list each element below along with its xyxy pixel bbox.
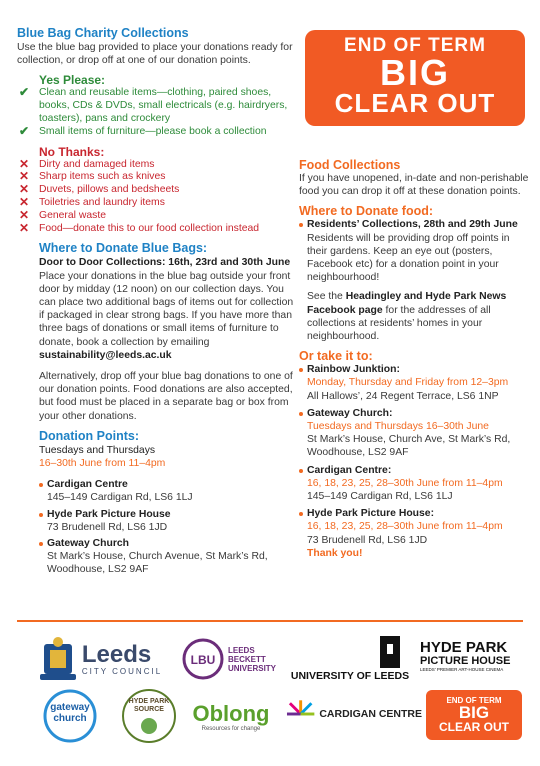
yes-item: ✔ Small items of furniture—please book a collection [19,123,267,138]
lbu-badge-icon [182,638,224,680]
cross-icon: ✕ [19,207,30,222]
charity-intro: Use the blue bag provided to place your donations ready for collection, or drop off at one of our donation points. [17,42,293,67]
yes-title: Yes Please: [39,73,106,88]
take-title: Or take it to: [299,349,373,364]
point-item: Gateway Church St Mark’s House, Church Avenue, St Mark’s Rd, Woodhouse, LS2 9AF [39,537,299,577]
points-dates: 16–30th June from 11–4pm [39,458,166,470]
university-of-leeds-logo: UNIVERSITY OF LEEDS [288,630,412,686]
place-item: Hyde Park Picture House: 16, 18, 23, 25, 28–30th June from 11–4pm 73 Brudenell Rd, LS6 1JD Thank you! [299,507,529,560]
facebook-link[interactable]: Headingley and Hyde Park News Facebook page [307,291,507,316]
point-item: Hyde Park Picture House 73 Brudenell Rd, LS6 1JD [39,508,299,534]
banner-line3: CLEAR OUT [334,88,496,118]
cross-icon: ✕ [19,194,30,209]
points-title: Donation Points: [39,428,139,443]
residents-list [299,218,529,284]
left-column [17,26,299,577]
hyde-park-picture-house-logo: HYDE PARK PICTURE HOUSE LEEDS' PREMIER ART-HOUSE CINEMA [420,639,511,672]
no-list [17,156,299,236]
tower-icon [378,634,402,668]
d2d-heading: Door to Door Collections: 16th, 23rd and 30th June [39,257,291,269]
points-list [39,478,299,576]
place-item: Cardigan Centre: 16, 18, 23, 25, 28–30th June from 11–4pm 145–149 Cardigan Rd, LS6 1LJ [299,464,529,504]
banner-line2: BIG [379,52,450,93]
food-where-title: Where to Donate food: [299,204,434,219]
crest-icon [38,636,78,682]
food-intro: If you have unopened, in-date and non-perishable food you can drop it off at these donation points. [299,173,529,198]
cross-icon: ✕ [19,220,30,235]
no-item: ✕ Toiletries and laundry items [19,194,165,209]
alt-text: Alternatively, drop off your blue bag donations to one of our donation points. Food donations are also accepted, but food must be placed in a separate bag or box from your other donations. [39,371,293,422]
clear-out-banner [305,30,525,126]
email-link[interactable]: sustainability@leeds.ac.uk [39,349,172,361]
place-item: Gateway Church: Tuesdays and Thursdays 16–30th June St Mark’s House, Church Ave, St Mark’s Rd, Woodhouse, LS2 9AF [299,407,529,460]
hyde-park-source-logo: HYDE PARK SOURCE [120,684,178,748]
no-item: ✕ Duvets, pillows and bedsheets [19,182,180,197]
check-icon: ✔ [19,85,30,100]
place-item: Rainbow Junktion: Monday, Thursday and Friday from 12–3pm All Hallows’, 24 Regent Terrace, LS6 1NP [299,363,529,403]
thank-you: Thank you! [307,547,363,559]
gateway-church-logo: gateway church [40,686,100,746]
check-icon: ✔ [19,123,30,138]
yes-list [17,87,299,138]
cardigan-burst-icon [286,699,315,729]
no-title: No Thanks: [39,144,105,159]
no-item: ✕ Dirty and damaged items [19,156,155,171]
see-text: See the Headingley and Hyde Park News Facebook page for the addresses of all collections at residents’ homes in your neighbourhood. [307,291,507,343]
cross-icon: ✕ [19,182,30,197]
svg-text:LBU: LBU [190,653,216,667]
no-item: ✕ General waste [19,207,106,222]
where-bags-title: Where to Donate Blue Bags: [39,241,208,256]
cross-icon: ✕ [19,156,30,171]
food-title: Food Collections [299,158,401,172]
point-item: Cardigan Centre 145–149 Cardigan Rd, LS6 1LJ [39,478,299,504]
cardigan-centre-logo: CARDIGAN CENTRE [286,694,422,734]
end-of-term-mini-logo: END OF TERM BIG CLEAR OUT [426,690,522,740]
hps-badge-icon [121,686,177,746]
places-list [299,363,529,560]
partner-logos [0,628,540,758]
yes-item: ✔ Clean and reusable items—clothing, paired shoes, books, CDs & DVDs, small electricals (e.g. hairdryers, toasters), pans and crockery [19,85,288,124]
no-item: ✕ Food—donate this to our food collection instead [19,220,260,235]
points-days: Tuesdays and Thursdays [39,444,156,456]
cross-icon: ✕ [19,169,30,184]
leeds-city-council-logo: Leeds CITY COUNCIL [35,634,165,684]
charity-title: Blue Bag Charity Collections [17,26,189,40]
banner-line1: END OF TERM [344,35,486,56]
residents-item: Residents’ Collections, 28th and 29th June Residents will be providing drop off points in their gardens. Keep an eye out (posters, Facebook etc) for a donation point in your neighbourhood! [299,218,529,284]
no-item: ✕ Sharp items such as knives [19,169,166,184]
leeds-beckett-logo: LBU LEEDS BECKETT UNIVERSITY [178,634,288,684]
oblong-logo: Oblong Resources for change [192,701,270,732]
right-column [299,158,529,560]
d2d-text: Place your donations in the blue bag outside your front door by midday (12 noon) on our collection days. You can place two additional bags of items out for collection if packaged in clear strong bags. If you have more than three bags of donations or small items of furniture to donate, book a collection by emailing sustainability@leeds.ac.uk [39,270,294,361]
footer-rule [17,620,523,622]
